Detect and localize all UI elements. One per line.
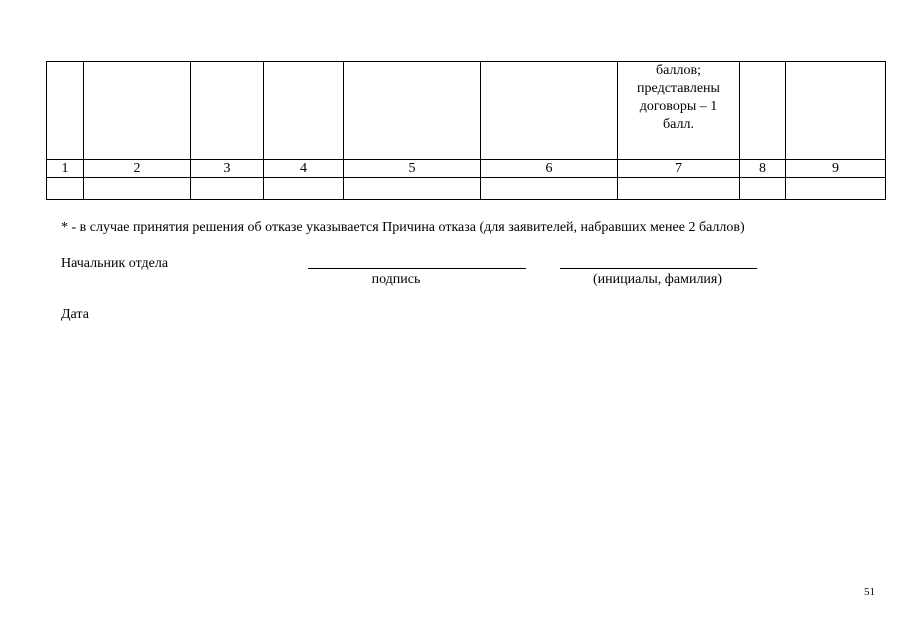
column-number: 7 xyxy=(618,160,740,178)
table-cell xyxy=(344,62,481,160)
table-cell xyxy=(481,178,618,200)
table-cell xyxy=(47,62,84,160)
table-cell xyxy=(191,62,264,160)
table-row-column-numbers xyxy=(47,160,886,178)
column-number: 9 xyxy=(786,160,886,178)
page-number: 51 xyxy=(864,586,875,598)
footnote: * - в случае принятия решения об отказе указывается Причина отказа (для заявителей, набравших менее 2 баллов) xyxy=(61,220,745,235)
table-cell xyxy=(618,178,740,200)
signatory-title: Начальник отдела xyxy=(61,256,169,271)
column-number: 4 xyxy=(264,160,344,178)
table-cell xyxy=(264,62,344,160)
date-label: Дата xyxy=(61,307,89,322)
column-number: 6 xyxy=(481,160,618,178)
table-cell-criteria-text: баллов; представлены договоры – 1 балл. xyxy=(618,62,740,160)
signature-line xyxy=(308,268,526,269)
column-number: 2 xyxy=(84,160,191,178)
table-cell xyxy=(47,178,84,200)
table-cell xyxy=(344,178,481,200)
table-row-empty xyxy=(47,178,886,200)
name-line xyxy=(560,268,757,269)
column-number: 3 xyxy=(191,160,264,178)
table-row-continued-text xyxy=(47,62,886,160)
table-cell xyxy=(264,178,344,200)
table-cell xyxy=(84,62,191,160)
table-cell xyxy=(481,62,618,160)
report-table xyxy=(46,61,886,200)
table-cell xyxy=(740,178,786,200)
column-number: 5 xyxy=(344,160,481,178)
table-cell xyxy=(84,178,191,200)
column-number: 1 xyxy=(47,160,84,178)
table-cell xyxy=(191,178,264,200)
name-caption: (инициалы, фамилия) xyxy=(592,272,723,287)
table-cell xyxy=(786,62,886,160)
table-cell xyxy=(740,62,786,160)
signature-caption: подпись xyxy=(371,272,421,287)
column-number: 8 xyxy=(740,160,786,178)
table-cell xyxy=(786,178,886,200)
